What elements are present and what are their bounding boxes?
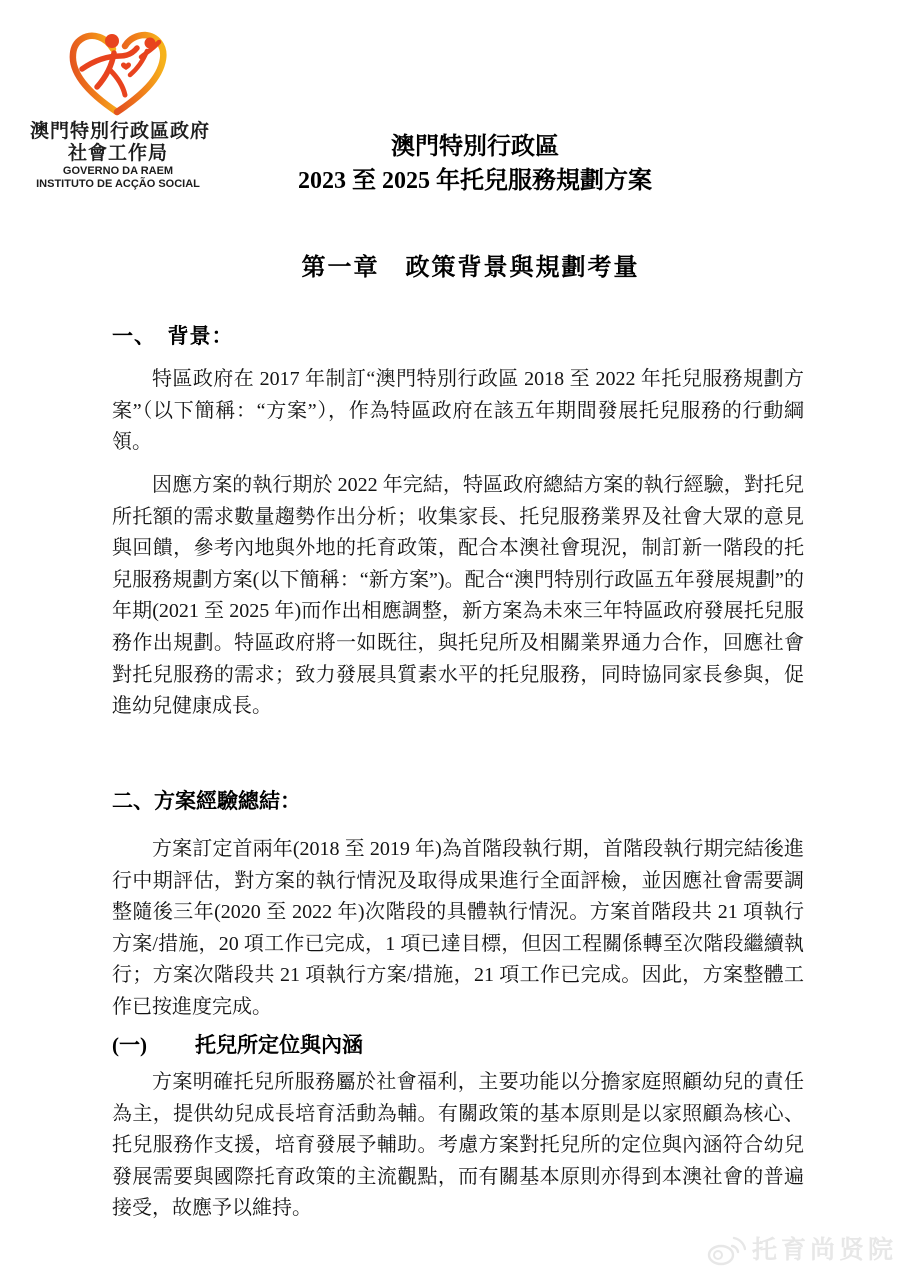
document-title-line2: 2023 至 2025 年托兒服務規劃方案 — [298, 168, 652, 194]
org-name-zh-line1: 澳門特別行政區政府 — [30, 121, 211, 142]
subsection-1-title: 托兒所定位與內涵 — [195, 1033, 363, 1057]
section-1-paragraph-2: 因應方案的執行期於 2022 年完結，特區政府總結方案的執行經驗，對托兒所托額的需求數量趨勢作出分析；收集家長、托兒服務業界及社會大眾的意見與回饋，參考內地與外地的托育政策，配合本澳社會現況，制訂新一階段的托兒服務規劃方案(以下簡稱：“新方案”)。配合“澳門特別行政區五年發展規劃”的年期(2021 至 2025 年)而作出相應調整，新方案為未來三年特區政府發展托兒服務作出規劃。特區政府將一如既往，與托兒所及相關業界通力合作，回應社會對托兒服務的需求；致力發展具質素水平的托兒服務，同時協同家長參與，促進幼兒健康成長。 — [112, 474, 804, 718]
chapter-heading: 第一章 政策背景與規劃考量 — [301, 255, 640, 281]
subsection-1-paragraph-1: 方案明確托兒所服務屬於社會福利，主要功能以分擔家庭照顧幼兒的責任為主，提供幼兒成長培育活動為輔。有關政策的基本原則是以家照顧為核心、托兒服務作支援，培育發展予輔助。考慮方案對托兒所的定位與內涵符合幼兒發展需要與國際托育政策的主流觀點，而有關基本原則亦得到本澳社會的普遍接受，故應予以維持。 — [112, 1071, 804, 1220]
subsection-1-heading — [112, 1029, 804, 1061]
ias-heart-logo-icon — [62, 26, 174, 119]
section-1-paragraph-1: 特區政府在 2017 年制訂“澳門特別行政區 2018 至 2022 年托兒服務規劃方案”（以下簡稱：“方案”），作為特區政府在該五年期間發展托兒服務的行動綱領。 — [112, 368, 804, 454]
section-1-heading: 一、 背景： — [112, 324, 234, 348]
section-2-heading: 二、方案經驗總結： — [112, 789, 301, 813]
agency-logo-block — [30, 26, 211, 191]
document-title — [205, 130, 745, 198]
watermark-text: 托育尚贤院 — [751, 1236, 897, 1264]
weibo-icon — [706, 1233, 746, 1267]
subsection-1-number: (一) — [112, 1033, 147, 1057]
section-2-paragraph-1: 方案訂定首兩年(2018 至 2019 年)為首階段執行期，首階段執行期完結後進行中期評估，對方案的執行情況及取得成果進行全面評檢，並因應社會需要調整隨後三年(2020 至 2022 年)次階段的具體執行情況。方案首階段共 21 項執行方案/措施，20 項工作已完成，1 項已達目標，但因工程關係轉至次階段繼續執行；方案次階段共 21 項執行方案/措施，21 項工作已完成。因此，方案整體工作已按進度完成。 — [112, 838, 804, 1018]
document-title-line1: 澳門特別行政區 — [391, 134, 559, 160]
org-name-pt-line2: INSTITUTO DE ACÇÃO SOCIAL — [36, 178, 200, 190]
watermark — [706, 1233, 897, 1267]
org-name-pt-line1: GOVERNO DA RAEM — [62, 165, 174, 177]
org-name-zh-line2: 社會工作局 — [67, 143, 168, 164]
